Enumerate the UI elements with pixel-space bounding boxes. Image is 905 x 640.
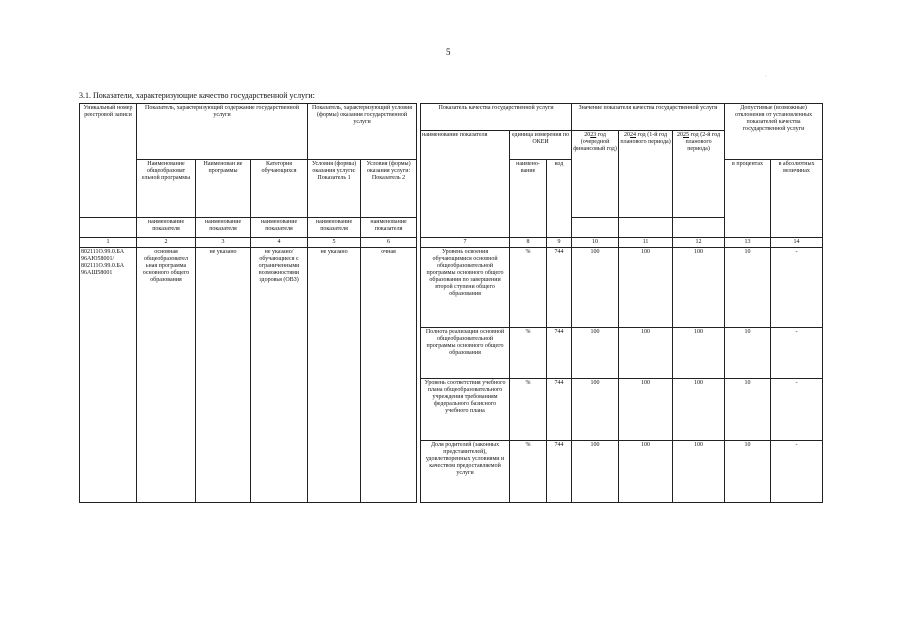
unit-cell: % xyxy=(510,441,547,503)
column-number-3: 3 xyxy=(196,238,251,248)
category-cell: не указано/ обучающиеся с ограниченными возможностями здоровья (ОВЗ) xyxy=(251,248,308,503)
value-2024-cell: 100 xyxy=(619,328,673,379)
deviation-percent-cell: 10 xyxy=(725,328,771,379)
subheader-indicator-4: наименование показателя xyxy=(251,218,308,238)
unit-cell: % xyxy=(510,379,547,441)
indicator-name-cell: Полнота реализации основной общеобразовательной программы основного общего образования xyxy=(421,328,510,379)
header-unit: единица измерения по ОКЕИ xyxy=(510,131,572,160)
program-short-cell: не указано xyxy=(196,248,251,503)
subheader-indicator-6: наименование показателя xyxy=(361,218,417,238)
column-number-8: 8 xyxy=(510,238,547,248)
condition-1-label: Условия (формы) оказания услуги: Показатель 1 xyxy=(311,161,357,181)
header-deviation-absolute: в абсолютных величинах xyxy=(771,160,823,238)
category-label: Категория обучающихся xyxy=(261,161,297,174)
header-unit-name: наимено-вание xyxy=(510,160,547,238)
header-conditions-group: Показатель, характеризующий условия (формы) оказания государственной услуги xyxy=(308,104,417,160)
condition-2-cell: очная xyxy=(361,248,417,503)
unit-cell: % xyxy=(510,328,547,379)
section-title: 3.1. Показатели, характеризующие качество государственной услуги: xyxy=(79,91,315,100)
value-2023-cell: 100 xyxy=(572,328,619,379)
header-category xyxy=(251,160,308,218)
unit-code-cell: 744 xyxy=(547,328,572,379)
unit-code-cell: 744 xyxy=(547,379,572,441)
registry-spacer xyxy=(80,160,137,218)
header-condition-2 xyxy=(361,160,417,218)
column-number-13: 13 xyxy=(725,238,771,248)
year-2023-prefix: 20 xyxy=(584,132,591,138)
value-2024-cell: 100 xyxy=(619,379,673,441)
year-2025-spacer xyxy=(673,218,725,238)
deviation-percent-cell: 10 xyxy=(725,248,771,328)
unit-code-cell: 744 xyxy=(547,248,572,328)
year-2024-prefix: 20 xyxy=(624,132,630,138)
year-2023-label: год (очередной финансовый год) xyxy=(573,132,617,152)
subheader-indicator-3: наименование показателя xyxy=(196,218,251,238)
header-unit-code: код xyxy=(547,160,572,238)
deviation-absolute-cell: - xyxy=(771,328,823,379)
condition-2-label: Условия (формы) оказания услуги: Показатель 2 xyxy=(366,161,411,181)
value-2023-cell: 100 xyxy=(572,248,619,328)
year-2024-spacer xyxy=(619,218,673,238)
indicator-name-cell: Доля родителей (законных представителей), удовлетворенных условиями и качеством предоставляемой услуги xyxy=(421,441,510,503)
subheader-indicator-5: наименование показателя xyxy=(308,218,361,238)
registry-number-cell: 802111О.99.0.БА 96АЮ58001/ 802111О.99.0.БА 96АШ58001 xyxy=(80,248,137,503)
program-name-label: Наименование общеобразоват ельной программы xyxy=(141,161,191,181)
value-2025-cell: 100 xyxy=(673,248,725,328)
year-2025-number: 25 xyxy=(683,132,689,138)
value-2023-cell: 100 xyxy=(572,379,619,441)
program-short-label: Наименован ие программы xyxy=(203,161,243,174)
deviation-absolute-cell: - xyxy=(771,248,823,328)
header-value-group: Значение показателя качества государственной услуги xyxy=(572,104,725,131)
unit-cell: % xyxy=(510,248,547,328)
column-number-2: 2 xyxy=(137,238,196,248)
page-number: 5 xyxy=(446,47,451,57)
column-number-6: 6 xyxy=(361,238,417,248)
header-deviation-group: Допустимые (возможные) отклонения от установленных показателей качества государственной услуги xyxy=(725,104,823,160)
column-number-4: 4 xyxy=(251,238,308,248)
registry-spacer-2 xyxy=(80,218,137,238)
column-number-7: 7 xyxy=(421,238,510,248)
value-2024-cell: 100 xyxy=(619,248,673,328)
stray-mark: · xyxy=(765,74,767,80)
header-content-group: Показатель, характеризующий содержание государственной услуги xyxy=(137,104,308,160)
column-number-9: 9 xyxy=(547,238,572,248)
header-condition-1 xyxy=(308,160,361,218)
column-number-14: 14 xyxy=(771,238,823,248)
indicator-name-cell: Уровень освоения обучающимися основной общеобразовательной программы основного общего образования по завершении второй ступени общего образования xyxy=(421,248,510,328)
year-2024-number: 24 xyxy=(630,132,636,138)
program-name-cell: основная общеобразовател ьная программа основного общего образования xyxy=(137,248,196,503)
column-number-1: 1 xyxy=(80,238,137,248)
deviation-absolute-cell: - xyxy=(771,379,823,441)
year-2025-label: год (2-й год планового периода) xyxy=(685,132,721,152)
deviation-absolute-cell: - xyxy=(771,441,823,503)
year-2025-prefix: 20 xyxy=(677,132,683,138)
header-year-2023 xyxy=(572,131,619,218)
header-registry: Уникальный номер реестровой записи xyxy=(80,104,137,160)
year-2023-number: 23 xyxy=(590,132,597,138)
year-2023-spacer xyxy=(572,218,619,238)
value-2025-cell: 100 xyxy=(673,328,725,379)
table-row xyxy=(80,248,823,328)
value-2023-cell: 100 xyxy=(572,441,619,503)
value-2025-cell: 100 xyxy=(673,379,725,441)
header-program-name xyxy=(137,160,196,218)
value-2025-cell: 100 xyxy=(673,441,725,503)
header-deviation-percent: в процентах xyxy=(725,160,771,238)
header-indicator-name: наименование показателя xyxy=(421,131,510,238)
column-number-10: 10 xyxy=(572,238,619,248)
header-year-2025 xyxy=(673,131,725,218)
quality-indicators-table xyxy=(79,103,823,503)
deviation-percent-cell: 10 xyxy=(725,441,771,503)
indicator-name-cell: Уровень соответствия учебного плана общеобразовательного учреждения требованиям федерального базисного учебного плана xyxy=(421,379,510,441)
unit-code-cell: 744 xyxy=(547,441,572,503)
header-year-2024 xyxy=(619,131,673,218)
column-number-11: 11 xyxy=(619,238,673,248)
condition-1-cell: не указано xyxy=(308,248,361,503)
deviation-percent-cell: 10 xyxy=(725,379,771,441)
column-number-5: 5 xyxy=(308,238,361,248)
value-2024-cell: 100 xyxy=(619,441,673,503)
header-quality-group: Показатель качества государственной услуги xyxy=(421,104,572,131)
subheader-indicator-2: наименование показателя xyxy=(137,218,196,238)
column-number-12: 12 xyxy=(673,238,725,248)
header-program-short xyxy=(196,160,251,218)
year-2024-label: год (1-й год планового периода) xyxy=(620,132,671,145)
